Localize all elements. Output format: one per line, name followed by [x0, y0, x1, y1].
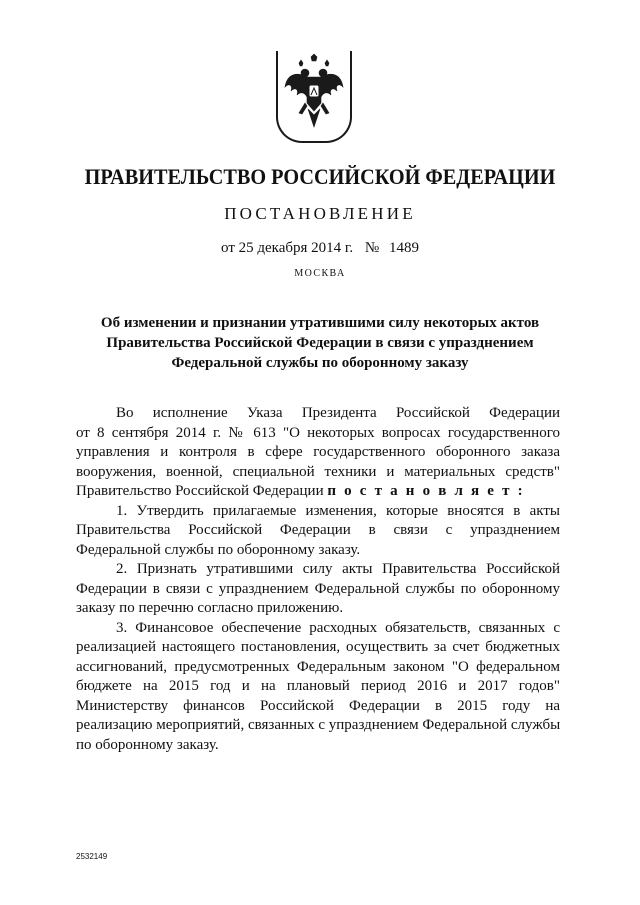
- document-body: [76, 404, 560, 755]
- date-prefix: от: [221, 240, 235, 256]
- item1-line: Правительства Российской Федерации в связи с упразднением: [76, 522, 560, 538]
- preamble-line: управления и контроля в сфере государственного оборонного заказа: [76, 444, 560, 460]
- coat-of-arms-icon: [281, 53, 347, 133]
- heading-line: Федеральной службы по оборонному заказу: [171, 355, 469, 371]
- government-title: ПРАВИТЕЛЬСТВО РОССИЙСКОЙ ФЕДЕРАЦИИ: [84, 164, 556, 189]
- item1-line: 1. Утвердить прилагаемые изменения, которые вносятся в акты: [116, 502, 560, 519]
- preamble-line: Во исполнение Указа Президента Российской Федерации: [116, 405, 560, 421]
- item2-line: Федерации в связи с упразднением Федеральной службы по оборонному: [76, 580, 560, 597]
- emblem-frame: [276, 51, 352, 143]
- document-number: 1489: [388, 240, 419, 256]
- item3-line: по оборонному заказу.: [76, 736, 219, 753]
- item2-line: 2. Признать утратившими силу акты Правительства Российской: [116, 561, 560, 577]
- document-heading: [100, 313, 540, 373]
- preamble-line: от 8 сентября 2014 г. № 613 "О некоторых вопросах государственного: [76, 424, 560, 441]
- city: МОСКВА: [294, 268, 346, 279]
- item3-line: 3. Финансовое обеспечение расходных обязательств, связанных с: [116, 619, 560, 636]
- item3-line: реализацией настоящего постановления, осуществить за счет бюджетных: [76, 639, 560, 655]
- decrees-word: п о с т а н о в л я е т :: [327, 483, 525, 499]
- heading-line: Об изменении и признании утратившими силу некоторых актов: [100, 315, 540, 331]
- preamble-end-line: [76, 482, 560, 502]
- item3-line: реализацию мероприятий, связанных с упразднением Федеральной службы: [76, 717, 561, 733]
- document-date: 25 декабря 2014 г.: [238, 240, 354, 256]
- item1-line: Федеральной службы по оборонному заказу.: [76, 541, 361, 558]
- item2-line: заказу по перечню согласно приложению.: [76, 600, 344, 616]
- heading-line: Правительства Российской Федерации в связи с упразднением: [106, 335, 534, 351]
- date-line: [0, 240, 640, 257]
- preamble-end: Правительство Российской Федерации: [76, 483, 324, 499]
- item3-line: бюджете на 2015 год и на плановый период 2016 и 2017 годов": [76, 678, 560, 694]
- document-code: 2532149: [76, 852, 108, 861]
- preamble-line: вооружения, военной, специальной техники и материальных средств": [76, 463, 560, 480]
- number-sign: №: [364, 240, 380, 256]
- item3-line: ассигнований, предусмотренных Федеральным законом "О федеральном: [76, 658, 560, 675]
- document-type: ПОСТАНОВЛЕНИЕ: [224, 204, 416, 223]
- item3-line: Министерству финансов Российской Федерации в 2015 году на: [76, 697, 560, 714]
